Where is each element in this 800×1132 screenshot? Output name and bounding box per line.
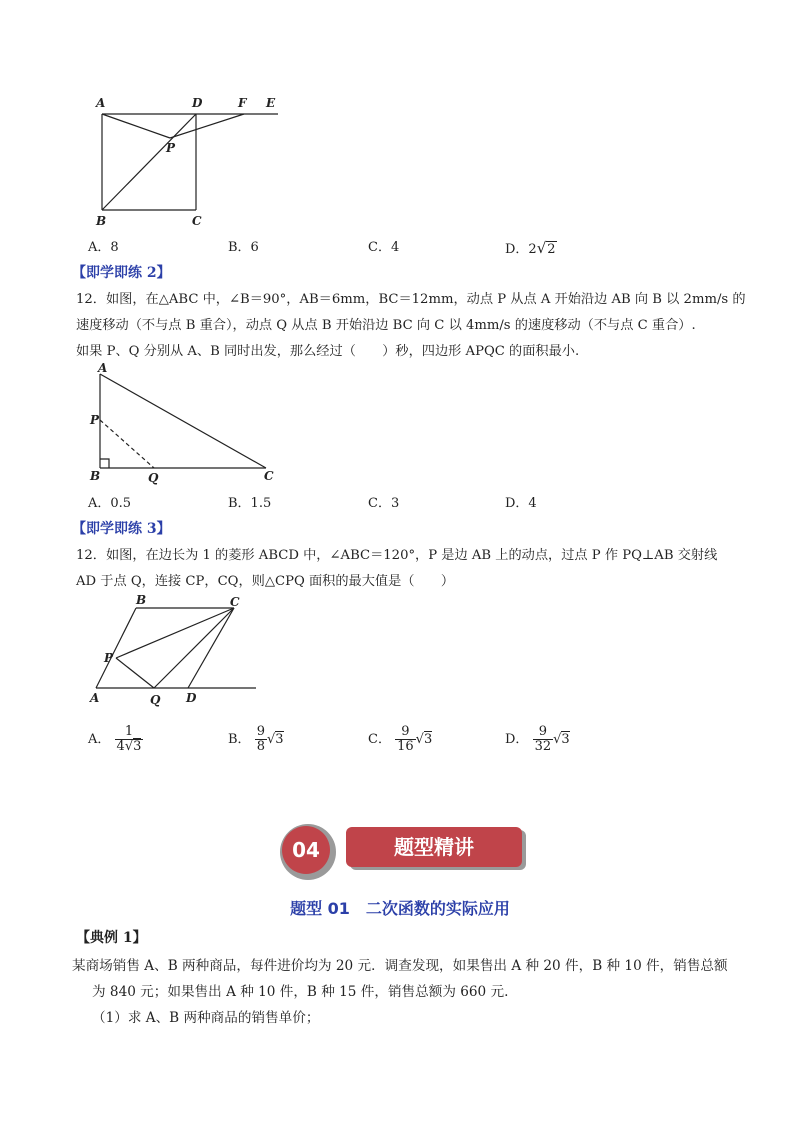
label-A: A (98, 361, 108, 375)
label-D: D (186, 691, 197, 705)
practice-2-line-2: 速度移动（不与点 B 重合），动点 Q 从点 B 开始沿边 BC 向 C 以 4mm/s 的速度移动（不与点 C 重合）. (76, 318, 696, 333)
option-b: B．6 (228, 240, 259, 255)
option-b (228, 720, 284, 760)
option-a-letter: A． (88, 732, 111, 747)
figure-rhombus (88, 592, 268, 714)
example-1-line-2: 为 840 元；如果售出 A 种 10 件，B 种 15 件，销售总额为 660 元. (92, 984, 509, 1000)
option-c-letter: C． (368, 732, 391, 747)
label-A: A (96, 96, 106, 110)
figure-square-apdf (90, 92, 290, 232)
radicand: 3 (561, 732, 570, 747)
numerator: 9 (256, 724, 265, 739)
label-D: D (192, 96, 203, 110)
label-P: P (90, 413, 100, 427)
numerator: 1 (115, 725, 144, 740)
option-c: C．4 (368, 240, 400, 255)
fraction (115, 725, 144, 754)
denominator: 32 (534, 739, 552, 754)
section-title: 题型 01 二次函数的实际应用 (290, 899, 510, 918)
practice-2-heading: 【即学即练 2】 (72, 265, 171, 281)
practice-3-line-1: 12．如图，在边长为 1 的菱形 ABCD 中，∠ABC＝120°，P 是边 AB 上的动点，过点 P 作 PQ⊥AB 交射线 (76, 548, 718, 563)
denominator: 16 (397, 739, 414, 754)
label-B: B (136, 593, 147, 607)
option-a (88, 720, 143, 760)
radicand: 2 (547, 242, 556, 257)
denominator: 4√3 (116, 739, 142, 754)
sqrt-sign: √ (553, 732, 562, 747)
sqrt-sign: √ (415, 732, 424, 747)
option-d (505, 720, 570, 760)
section-badge (272, 820, 532, 884)
example-1-line-3: （1）求 A、B 两种商品的销售单价； (92, 1010, 320, 1026)
badge-label: 题型精讲 (394, 835, 474, 859)
option-a: A．8 (88, 240, 119, 255)
option-d: D．4 (505, 496, 537, 511)
practice-2-line-1: 12．如图，在△ABC 中，∠B＝90°，AB＝6mm，BC＝12mm，动点 P 从点 A 开始沿边 AB 向 B 以 2mm/s 的 (76, 292, 746, 307)
example-1-line-1: 某商场销售 A、B 两种商品，每件进价均为 20 元．调查发现，如果售出 A 种 20 件，B 种 10 件，销售总额 (72, 958, 728, 974)
sqrt-sign: √ (266, 732, 276, 747)
figure-right-triangle (88, 362, 288, 490)
numerator: 9 (533, 725, 554, 740)
example-1-heading: 【典例 1】 (76, 930, 147, 946)
label-C: C (230, 595, 240, 609)
numerator: 9 (395, 725, 416, 740)
label-B: B (90, 469, 101, 483)
practice-3-heading: 【即学即练 3】 (72, 521, 171, 537)
option-d-label: D．2 (505, 242, 537, 257)
label-C: C (264, 469, 274, 483)
label-P: P (166, 141, 176, 155)
option-a: A．0.5 (88, 496, 132, 511)
option-c: C．3 (368, 496, 400, 511)
fraction (395, 725, 416, 754)
practice-3-line-2: AD 于点 Q，连接 CP，CQ，则△CPQ 面积的最大值是（ ） (76, 574, 455, 589)
option-d (505, 238, 557, 260)
radicand: 3 (275, 732, 284, 747)
radicand: 3 (423, 732, 433, 747)
label-C: C (192, 214, 202, 228)
label-P: P (104, 651, 114, 665)
option-d-letter: D． (505, 732, 529, 747)
sqrt-sign: √ (536, 239, 547, 257)
denominator: 8 (256, 739, 265, 754)
badge-number: 04 (292, 838, 320, 862)
label-A: A (90, 691, 100, 705)
practice-2-line-3: 如果 P、Q 分别从 A、B 同时出发，那么经过（ ）秒，四边形 APQC 的面积最小. (76, 344, 580, 359)
label-Q: Q (150, 693, 161, 707)
fraction (255, 725, 267, 754)
option-b-letter: B． (228, 732, 251, 747)
label-Q: Q (148, 471, 159, 485)
option-c (368, 720, 432, 760)
fraction (533, 725, 554, 754)
label-B: B (96, 214, 107, 228)
label-F: F (238, 96, 247, 110)
label-E: E (266, 96, 276, 110)
option-b: B．1.5 (228, 496, 272, 511)
